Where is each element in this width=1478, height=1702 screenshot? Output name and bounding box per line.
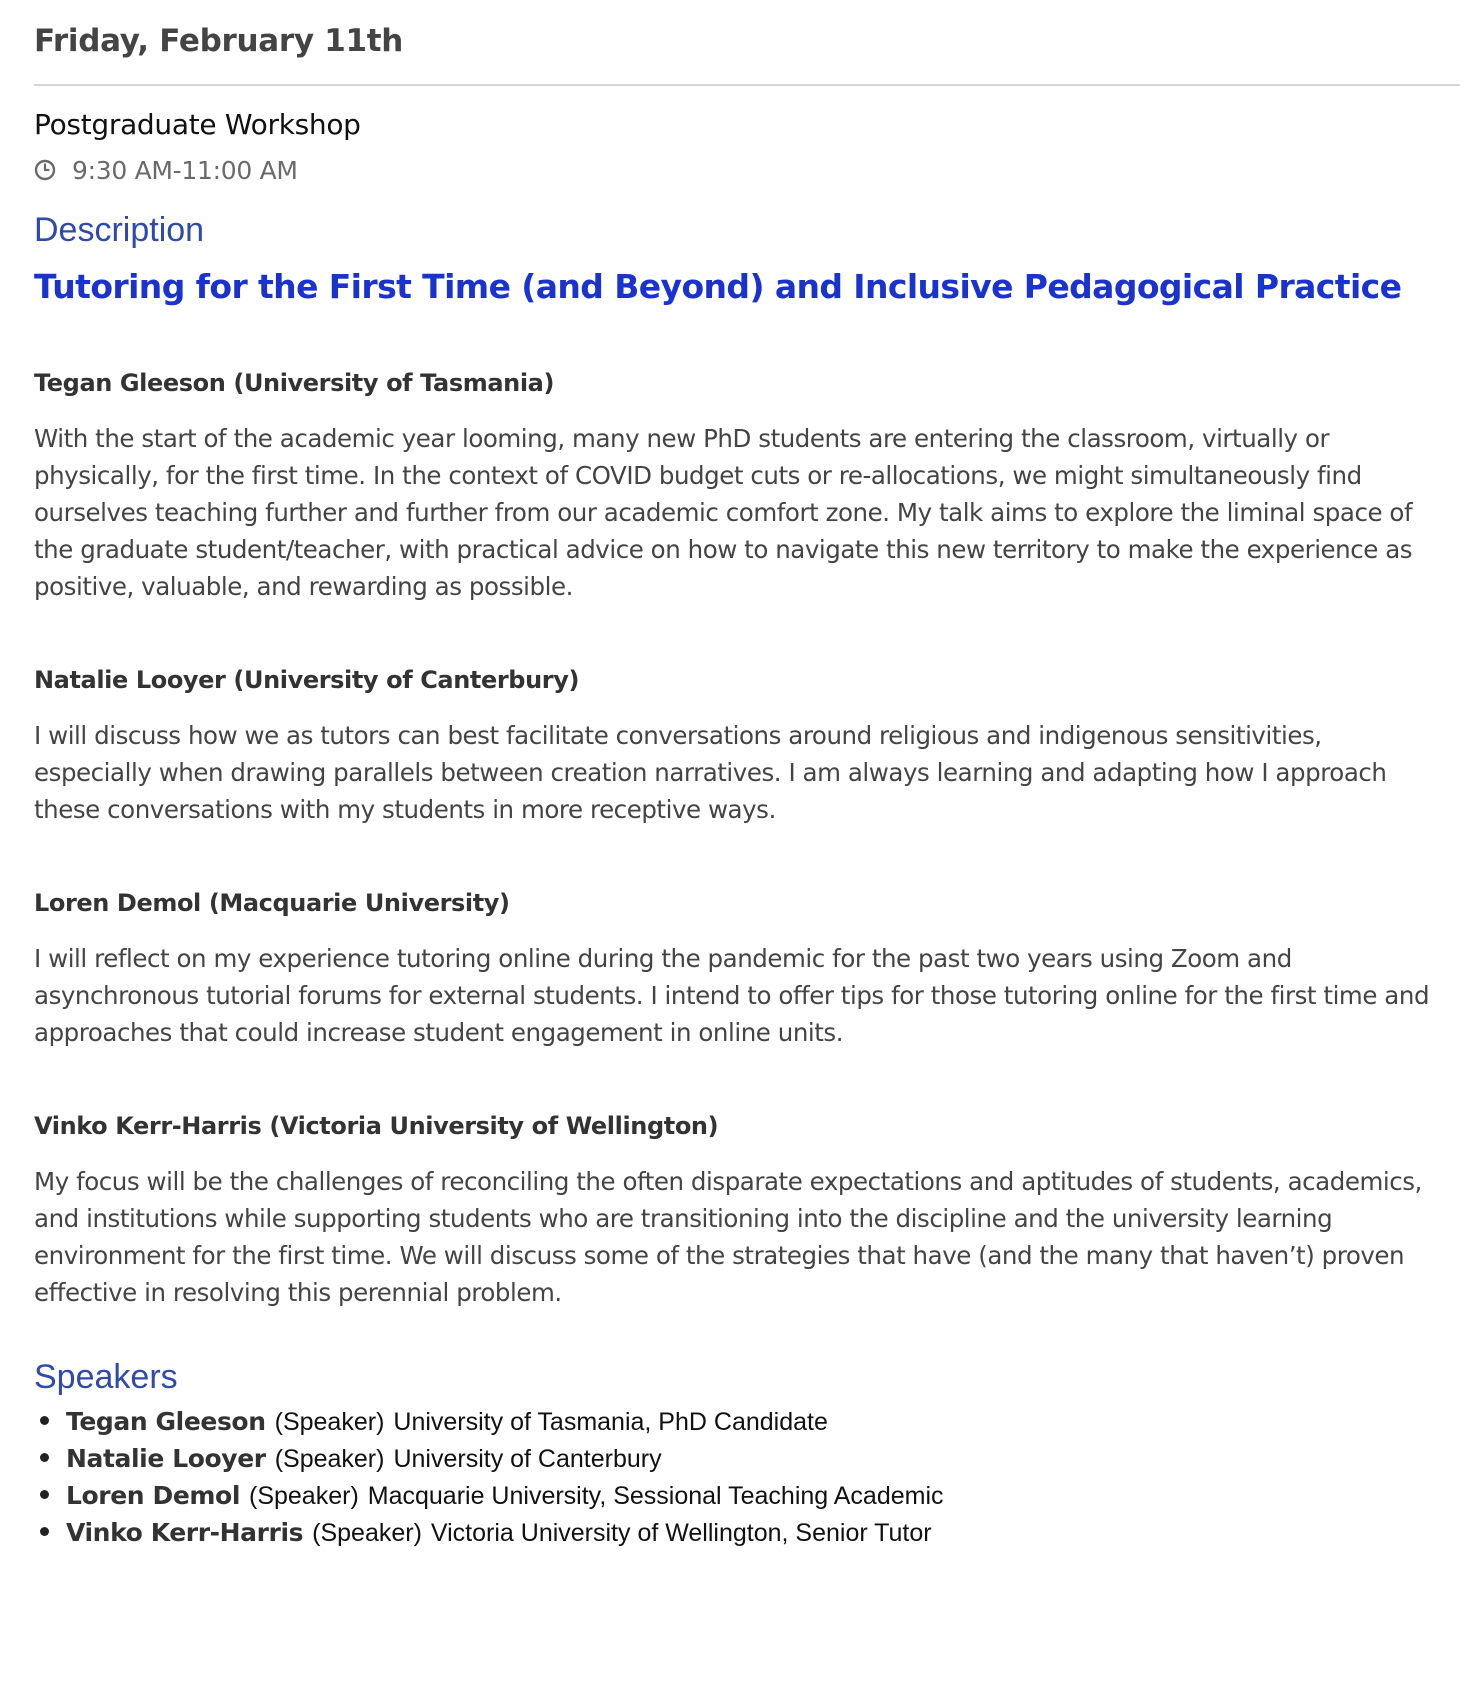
presenter-name: Vinko Kerr-Harris (Victoria University of Wellington) [34, 1112, 719, 1140]
description-label: Description [34, 211, 205, 249]
speaker-item [34, 1403, 1460, 1440]
speaker-item [34, 1440, 1460, 1477]
bullet-icon [40, 1416, 49, 1425]
speaker-name-link[interactable]: Vinko Kerr-Harris [66, 1518, 304, 1547]
talk-block [34, 1109, 1460, 1311]
presenter-name: Tegan Gleeson (University of Tasmania) [34, 369, 555, 397]
bullet-icon [40, 1490, 49, 1499]
speaker-name-link[interactable]: Loren Demol [66, 1481, 240, 1510]
talk-block [34, 366, 1460, 605]
talk-abstract: I will discuss how we as tutors can best facilitate conversations around religious and indigenous sensitivities, especially when drawing parallels between creation narratives. I am always learning and adapting how I approach these conversations with my students in more receptive ways. [34, 721, 1387, 824]
speaker-role: (Speaker) [274, 1445, 385, 1473]
speaker-affiliation: University of Tasmania, PhD Candidate [393, 1408, 828, 1436]
bullet-icon [40, 1527, 49, 1536]
speaker-role: (Speaker) [312, 1519, 422, 1547]
speaker-item [34, 1514, 1460, 1551]
clock-icon [34, 159, 56, 181]
speakers-label: Speakers [34, 1358, 178, 1396]
talk-abstract: I will reflect on my experience tutoring online during the pandemic for the past two years using Zoom and asynchronous tutorial forums for external students. I intend to offer tips for those tutoring online for the first time and approaches that could increase student engagement in online units. [34, 944, 1430, 1047]
speaker-role: (Speaker) [274, 1408, 385, 1436]
bullet-icon [40, 1453, 49, 1462]
talk-block [34, 663, 1460, 828]
session-time-row [34, 152, 1460, 188]
speaker-name-link[interactable]: Tegan Gleeson [66, 1407, 266, 1436]
event-page [34, 0, 1460, 1551]
speaker-list [34, 1403, 1460, 1551]
session-title: Postgraduate Workshop [34, 108, 361, 141]
presenter-name: Loren Demol (Macquarie University) [34, 889, 510, 917]
date-heading: Friday, February 11th [34, 23, 404, 59]
talk-abstract: My focus will be the challenges of reconciling the often disparate expectations and aptitudes of students, academics, and institutions while supporting students who are transitioning into the discipline and the university learning environment for the first time. We will discuss some of the strategies that have (and the many that haven’t) proven effective in resolving this perennial problem. [34, 1167, 1422, 1307]
speaker-affiliation: Victoria University of Wellington, Senior Tutor [430, 1519, 932, 1547]
speaker-role: (Speaker) [249, 1482, 359, 1510]
talk-abstract: With the start of the academic year looming, many new PhD students are entering the classroom, virtually or physically, for the first time. In the context of COVID budget cuts or re-allocations, we might simultaneously find ourselves teaching further and further from our academic comfort zone. My talk aims to explore the liminal space of the graduate student/teacher, with practical advice on how to navigate this new territory to make the experience as positive, valuable, and rewarding as possible. [34, 424, 1413, 601]
session-time: 9:30 AM-11:00 AM [72, 155, 298, 185]
speaker-affiliation: Macquarie University, Sessional Teaching Academic [367, 1482, 944, 1510]
speaker-name-link[interactable]: Natalie Looyer [66, 1444, 266, 1473]
talk-block [34, 886, 1460, 1051]
speaker-item [34, 1477, 1460, 1514]
speaker-affiliation: University of Canterbury [393, 1445, 662, 1473]
talk-title: Tutoring for the First Time (and Beyond) and Inclusive Pedagogical Practice [34, 267, 1402, 306]
presenter-name: Natalie Looyer (University of Canterbury) [34, 666, 580, 694]
